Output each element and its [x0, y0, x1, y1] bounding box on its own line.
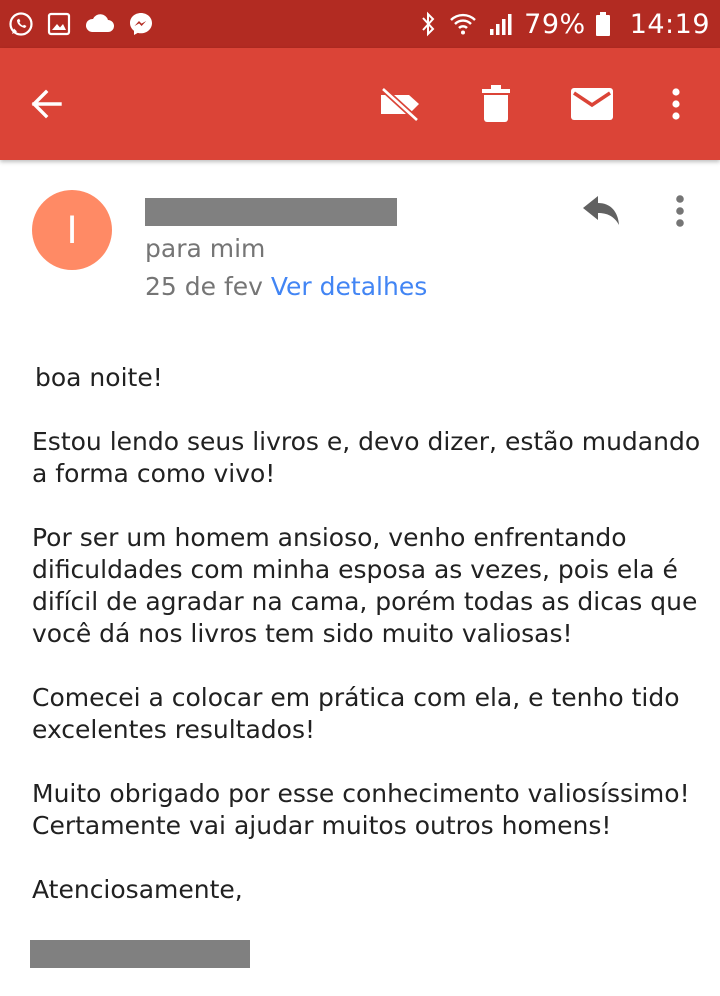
cloud-icon: [84, 11, 116, 37]
delete-button[interactable]: [468, 76, 524, 132]
message-more-button[interactable]: [660, 184, 700, 238]
view-details-link[interactable]: Ver detalhes: [270, 272, 428, 301]
mail-icon: [571, 88, 613, 120]
status-bar: [0, 0, 720, 48]
back-arrow-icon: [28, 86, 64, 122]
signal-icon: [488, 11, 514, 37]
back-button[interactable]: [18, 76, 74, 132]
recipient-line: para mim: [145, 234, 266, 263]
body-paragraph: Estou lendo seus livros e, devo dizer, estão mudando a forma como vivo!: [32, 427, 701, 488]
reply-icon: [581, 195, 621, 227]
clock: 14:19: [629, 8, 710, 40]
app-bar: [0, 48, 720, 160]
more-vert-icon: [675, 194, 685, 228]
avatar[interactable]: [32, 190, 112, 270]
whatsapp-icon: [8, 11, 34, 37]
bluetooth-icon: [418, 11, 438, 37]
wifi-icon: [448, 11, 478, 37]
sender-name-redacted: [145, 198, 397, 226]
remove-label-button[interactable]: [372, 76, 428, 132]
mark-unread-button[interactable]: [564, 76, 620, 132]
reply-button[interactable]: [574, 184, 628, 238]
label-off-icon: [377, 86, 423, 122]
system-status: [418, 6, 710, 42]
messenger-icon: [128, 11, 154, 37]
greeting: boa noite!: [35, 363, 163, 392]
battery-percent: 79%: [524, 8, 586, 40]
trash-icon: [481, 85, 511, 123]
more-options-button[interactable]: [648, 76, 704, 132]
body-paragraph: Comecei a colocar em prática com ela, e tenho tido excelentes resultados!: [32, 683, 680, 744]
date-line: [145, 272, 427, 301]
signature-redacted: [30, 940, 250, 968]
battery-icon: [596, 12, 610, 36]
email-header: [0, 160, 720, 310]
body-paragraph: Muito obrigado por esse conhecimento valiosíssimo! Certamente vai ajudar muitos outros homens!: [32, 779, 690, 840]
gallery-icon: [46, 11, 72, 37]
email-date: 25 de fev: [145, 272, 263, 301]
more-vert-icon: [670, 86, 682, 122]
email-body: [32, 362, 702, 906]
body-paragraph: Por ser um homem ansioso, venho enfrentando dificuldades com minha esposa as vezes, pois ela é difícil de agradar na cama, porém todas as dicas que você dá nos livros tem sido muito valiosas!: [32, 523, 698, 648]
closing: Atenciosamente,: [32, 875, 243, 904]
avatar-letter: I: [66, 207, 78, 252]
notification-icons: [8, 9, 154, 39]
